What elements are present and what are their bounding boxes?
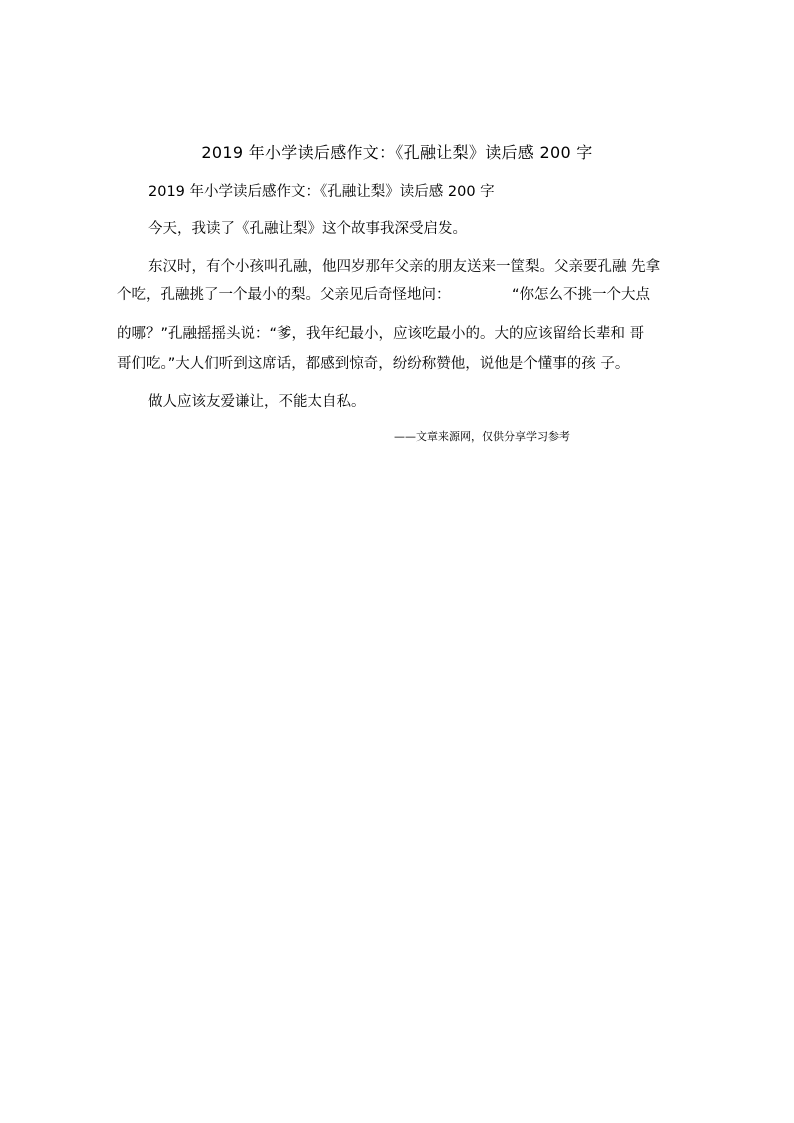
source-note: ——文章来源网，仅供分享学习参考 — [394, 430, 570, 443]
subtitle-line: 2019 年小学读后感作文：《孔融让梨》读后感 200 字 — [148, 184, 495, 200]
paragraph-2-line-2b: “你怎么不挑一个大点 — [512, 287, 651, 303]
paragraph-2-line-4: 哥们吃。”大人们听到这席话，都感到惊奇，纷纷称赞他，说他是个懂事的孩 子。 — [117, 356, 630, 372]
paragraph-3: 做人应该友爱谦让，不能太自私。 — [148, 394, 366, 410]
paragraph-2-line-3: 的哪？”孔融摇摇头说：“爹，我年纪最小，应该吃最小的。大的应该留给长辈和 哥 — [117, 326, 645, 342]
paragraph-2-line-2a: 个吃，孔融挑了一个最小的梨。父亲见后奇怪地问： — [117, 287, 451, 303]
paragraph-2-line-1: 东汉时，有个小孩叫孔融，他四岁那年父亲的朋友送来一筐梨。父亲要孔融 先拿 — [148, 259, 661, 275]
paragraph-1: 今天，我读了《孔融让梨》这个故事我深受启发。 — [148, 221, 467, 237]
document-title: 2019 年小学读后感作文：《孔融让梨》读后感 200 字 — [201, 143, 593, 162]
